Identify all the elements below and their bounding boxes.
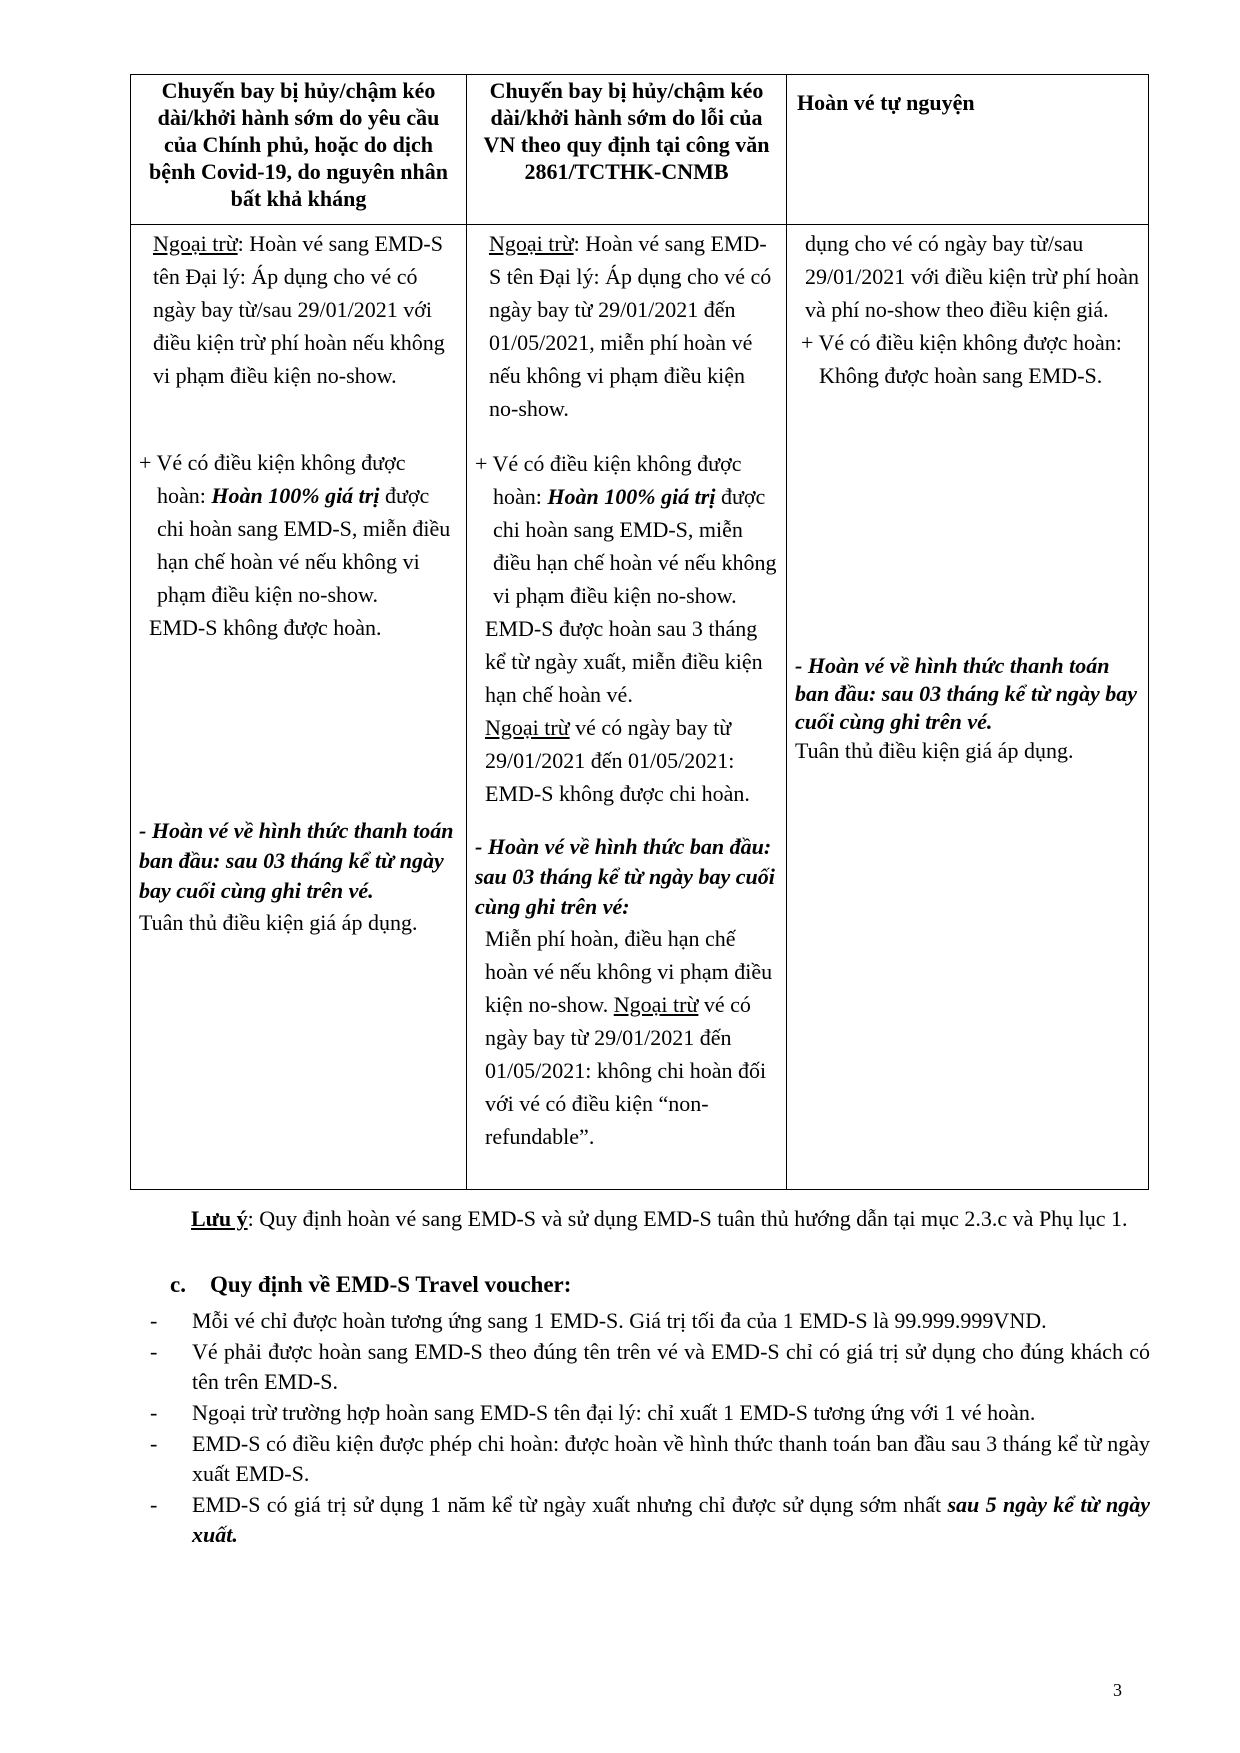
section-title: Quy định về EMD-S Travel voucher: <box>210 1272 572 1297</box>
list-item: - EMD-S có điều kiện được phép chi hoàn: được hoàn về hình thức thanh toán ban đầu sau 3 tháng kể từ ngày xuất EMD-S. <box>150 1431 1150 1486</box>
emd-note: EMD-S được hoàn sau 3 tháng kể từ ngày xuất, miễn điều kiện hạn chế hoàn vé. <box>485 616 763 707</box>
exception2-paragraph <box>475 711 778 810</box>
header-force-majeure: Chuyến bay bị hủy/chậm kéo dài/khởi hành sớm do yêu cầu của Chính phủ, hoặc do dịch bệnh Covid-19, do nguyên nhân bất khả kháng <box>131 75 467 225</box>
rule-bold-tail: sau 5 ngày kể từ ngày xuất. <box>192 1492 1150 1547</box>
list-item: - Mỗi vé chỉ được hoàn tương ứng sang 1 EMD-S. Giá trị tối đa của 1 EMD-S là 99.999.999VND. <box>150 1308 1047 1333</box>
note-label: Lưu ý <box>191 1206 248 1231</box>
section-letter: c. <box>170 1272 186 1297</box>
bullet-bold: Hoàn 100% giá trị <box>211 483 380 508</box>
cell-airline-fault <box>467 225 787 1190</box>
table-row <box>131 225 1149 1190</box>
exception-text: : Hoàn vé sang EMD-S tên Đại lý: Áp dụng cho vé có ngày bay từ 29/01/2021 đến 01/05/2021, miễn phí hoàn vé nếu không vi phạm điều kiện no-show. <box>489 231 772 421</box>
section-heading <box>170 1272 571 1298</box>
exception3-label: Ngoại trừ <box>613 992 699 1017</box>
exception-text: : Hoàn vé sang EMD-S tên Đại lý: Áp dụng cho vé có ngày bay từ/sau 29/01/2021 với điều kiện trừ phí hoàn nếu không vi phạm điều kiện no-show. <box>153 231 445 388</box>
exception-label: Ngoại trừ <box>153 231 238 256</box>
original-payment-text: Tuân thủ điều kiện giá áp dụng. <box>139 910 418 935</box>
header-airline-fault: Chuyến bay bị hủy/chậm kéo dài/khởi hành sớm do lỗi của VN theo quy định tại công văn 2861/TCTHK-CNMB <box>467 75 787 225</box>
exception2-label: Ngoại trừ <box>485 715 570 740</box>
original-payment-heading: - Hoàn vé về hình thức thanh toán ban đầu: sau 03 tháng kể từ ngày bay cuối cùng ghi trên vé. <box>139 818 454 903</box>
non-refundable-bullet: + Vé có điều kiện không được hoàn: Không được hoàn sang EMD-S. <box>801 330 1122 388</box>
original-payment-heading: - Hoàn vé về hình thức ban đầu: sau 03 tháng kể từ ngày bay cuối cùng ghi trên vé: <box>475 834 775 919</box>
non-refundable-bullet: + Vé có điều kiện không được hoàn: Hoàn 100% giá trị được chi hoàn sang EMD-S, miễn điều hạn chế hoàn vé nếu không vi phạm điều kiện no-show. <box>139 450 451 607</box>
note-paragraph <box>191 1203 1151 1234</box>
bullet-bold: Hoàn 100% giá trị <box>547 484 716 509</box>
list-item: - Ngoại trừ trường hợp hoàn sang EMD-S tên đại lý: chỉ xuất 1 EMD-S tương ứng với 1 vé hoàn. <box>150 1400 1036 1425</box>
exception-paragraph <box>475 227 778 425</box>
original-payment-heading: - Hoàn vé về hình thức thanh toán ban đầu: sau 03 tháng kể từ ngày bay cuối cùng ghi trên vé. <box>795 653 1137 734</box>
page-number: 3 <box>1113 1680 1122 1700</box>
cell-voluntary-refund <box>787 225 1149 1190</box>
original-payment-text: Tuân thủ điều kiện giá áp dụng. <box>795 738 1074 763</box>
list-item: - EMD-S có giá trị sử dụng 1 năm kể từ ngày xuất nhưng chỉ được sử dụng sớm nhất sau 5 ngày kể từ ngày xuất. <box>150 1492 1150 1547</box>
exception2-text: vé có ngày bay từ 29/01/2021 đến 01/05/2021: EMD-S không được chi hoàn. <box>485 715 750 806</box>
non-refundable-bullet: + Vé có điều kiện không được hoàn: Hoàn 100% giá trị được chi hoàn sang EMD-S, miễn điều hạn chế hoàn vé nếu không vi phạm điều kiện no-show. <box>475 451 777 608</box>
list-item: - Vé phải được hoàn sang EMD-S theo đúng tên trên vé và EMD-S chỉ có giá trị sử dụng cho đúng khách có tên trên EMD-S. <box>150 1339 1150 1394</box>
refund-conditions-table <box>130 74 1149 1190</box>
intro-text: dụng cho vé có ngày bay từ/sau 29/01/2021 với điều kiện trừ phí hoàn và phí no-show theo điều kiện giá. <box>805 231 1139 322</box>
header-voluntary-refund: Hoàn vé tự nguyện <box>787 75 1149 225</box>
emd-note: EMD-S không được hoàn. <box>149 615 382 640</box>
note-text: : Quy định hoàn vé sang EMD-S và sử dụng EMD-S tuân thủ hướng dẫn tại mục 2.3.c và Phụ lục 1. <box>247 1206 1128 1231</box>
exception-paragraph <box>139 227 458 392</box>
exception-label: Ngoại trừ <box>489 231 574 256</box>
cell-force-majeure <box>131 225 467 1190</box>
emd-rules-list <box>150 1306 1150 1551</box>
table-header-row <box>131 75 1149 225</box>
original-payment-text: Miễn phí hoàn, điều hạn chế hoàn vé nếu không vi phạm điều kiện no-show. Ngoại trừ vé có ngày bay từ 29/01/2021 đến 01/05/2021: không chi hoàn đối với vé có điều kiện “non-refundable”. <box>485 926 773 1149</box>
